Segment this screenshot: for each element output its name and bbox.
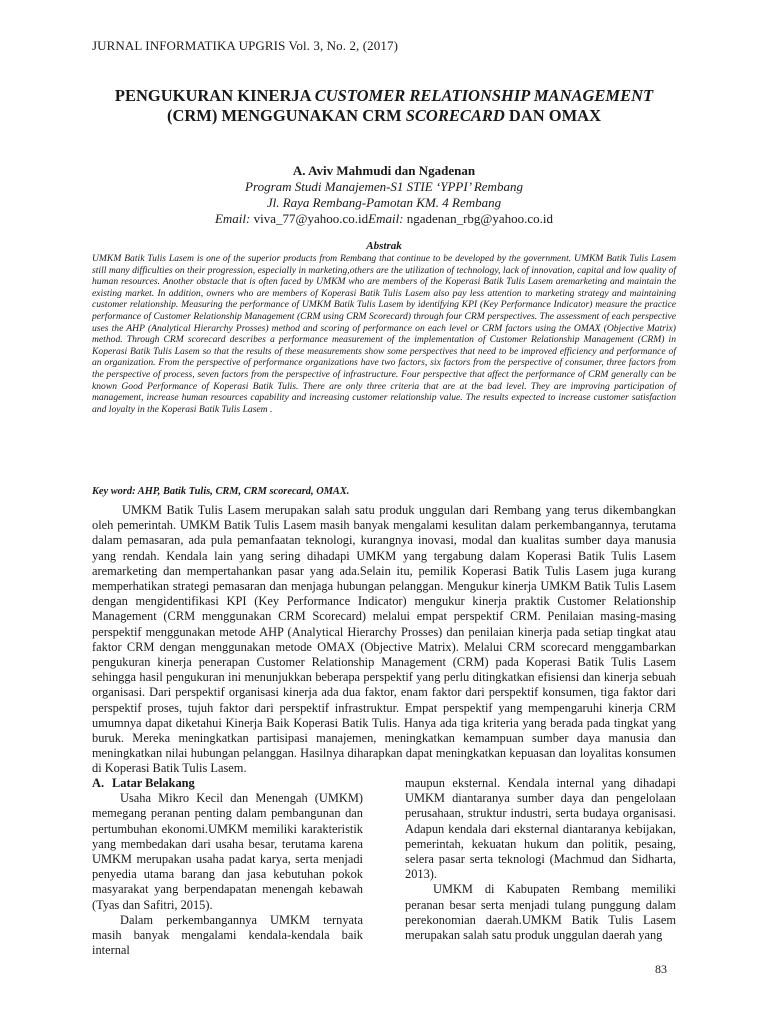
journal-header: JURNAL INFORMATIKA UPGRIS Vol. 3, No. 2, (2017) xyxy=(92,38,399,53)
section-heading xyxy=(92,776,363,791)
abstract-text: UMKM Batik Tulis Lasem is one of the superior products from Rembang that continue to be developed by the government. UMKM Batik Tulis Lasem still many difficulties on their progression, especially in marketing,others are the utilization of technology, lack of innovation, capital and low quality of human resources. Another obstacle that is often faced by UMKM who are members of the Koperasi Batik Tulis Lasem aremarketing and maintain the existing market. In addition, owners who are members of Koperasi Batik Tulis Lasem also pay less attention to marketing strategy and maintaining customer relationship. Measuring the performance of UMKM Batik Tulis Lasem by identifying KPI (Key Performance Indicator) measure the practice performance of Customer Relationship Management (CRM using CRM Scorecard) through four CRM perspectives. The assessment of each perspective uses the AHP (Analytical Hierarchy Prosses) method and scoring of performance on each level or CRM factors using the OMAX (Objective Matrix) method. Through CRM scorecard describes a performance measurement of the implementation of Customer Relationship Management (CRM) in Koperasi Batik Tulis Lasem so that the results of these measurements show some perspectives that need to be improved efficiency and performance of an organization. From the perspective of performance organizations have two factors, six factors from the perspective of consumer, three factors from the perspective of process, seven factors from the perspective of infrastructure. Four perspective that affect the performance of CRM generally can be known Good Performance of Koperasi Batik Tulis. There are only three criteria that are at the bad level. They are improving participation of management, increase human resources capability and increasing customer relationship value. The results expected to increase customer satisfaction and loyalty in the Koperasi Batik Tulis Lasem . xyxy=(92,253,676,415)
email-2: ngadenan_rbg@yahoo.co.id xyxy=(403,211,554,226)
left-paragraph-1: Usaha Mikro Kecil dan Menengah (UMKM) memegang peranan penting dalam pembangunan dan pertumbuhan ekonomi.UMKM memiliki karakteristik yang membedakan dari usaha besar, terutama karena UMKM merupakan usaha padat karya, serta menjadi penyedia utama barang dan jasa kebutuhan pokok masyarakat yang berpendapatan menengah kebawah (Tyas dan Safitri, 2015). xyxy=(92,791,363,912)
title-part-5: DAN OMAX xyxy=(504,106,602,125)
title-part-3: (CRM) MENGGUNAKAN CRM xyxy=(166,106,406,125)
title-part-4: SCORECARD xyxy=(405,106,505,125)
affiliation-program: Program Studi Manajemen-S1 STIE ‘YPPI’ Rembang xyxy=(245,179,523,194)
author-emails xyxy=(92,211,676,227)
right-paragraph-1: maupun eksternal. Kendala internal yang dihadapi UMKM diantaranya sumber daya dan pengelolaan perusahaan, struktur industri, serta budaya organisasi. Adapun kendala dari eksternal diantaranya kebijakan, pemerintah, kekuatan hukum dan politik, pesaing, selera pasar serta teknologi (Machmud dan Sidharta, 2013). xyxy=(405,776,676,882)
email-label-1: Email: xyxy=(214,211,251,226)
affiliation-address: Jl. Raya Rembang-Pamotan KM. 4 Rembang xyxy=(266,195,502,210)
right-paragraph-2: UMKM di Kabupaten Rembang memiliki peranan besar serta menjadi tulang punggung dalam perekonomian daerah.UMKM Batik Tulis Lasem merupakan salah satu produk unggulan daerah yang xyxy=(405,882,676,943)
section-title: Latar Belakang xyxy=(112,776,195,790)
email-label-2: Email: xyxy=(368,211,404,226)
author-names: A. Aviv Mahmudi dan Ngadenan xyxy=(292,163,476,178)
title-part-2: CUSTOMER RELATIONSHIP MANAGEMENT xyxy=(314,86,654,105)
section-number: A. xyxy=(92,776,105,790)
keywords: Key word: AHP, Batik Tulis, CRM, CRM scorecard, OMAX. xyxy=(92,486,350,497)
right-column xyxy=(405,776,676,943)
left-column xyxy=(92,776,363,958)
page-number: 83 xyxy=(655,962,667,976)
email-1: viva_77@yahoo.co.id xyxy=(250,211,369,226)
paper-title xyxy=(92,86,676,126)
title-part-1: PENGUKURAN KINERJA xyxy=(114,86,315,105)
abstract-heading: Abstrak xyxy=(366,240,402,252)
left-paragraph-2: Dalam perkembangannya UMKM ternyata masih banyak mengalami kendala-kendala baik internal xyxy=(92,912,363,958)
intro-paragraph: UMKM Batik Tulis Lasem merupakan salah satu produk unggulan dari Rembang yang terus dikembangkan oleh pemerintah. UMKM Batik Tulis Lasem masih banyak mengalami kesulitan dalam perkembangannya, terutama dalam pemasaran, ada pula pemanfaatan teknologi, kurangnya inovasi, modal dan kualitas sumber daya manusia yang rendah. Kendala lain yang sering dihadapi UMKM yang tergabung dalam Koperasi Batik Tulis Lasem aremarketing dan mempertahankan pasar yang ada.Selain itu, pemilik Koperasi Batik Tulis Lasem juga kurang memperhatikan strategi pemasaran dan menjaga hubungan pelanggan. Mengukur kinerja UMKM Batik Tulis Lasem dengan mengidentifikasi KPI (Key Performance Indicator) mengukur kinerja praktik Customer Relationship Management (CRM menggunakan CRM Scorecard) melalui empat perspektif CRM. Penilaian masing-masing perspektif menggunakan metode AHP (Analytical Hierarchy Prosses) dan penilaian kinerja pada setiap tingkat atau faktor CRM dengan menggunakan metode OMAX (Objective Matrix). Melalui CRM scorecard menggambarkan pengukuran kinerja penerapan Customer Relationship Management (CRM) pada Koperasi Batik Tulis Lasem sehingga hasil pengukuran ini menunjukkan beberapa perspektif yang perlu ditingkatkan efisiensi dan kinerja sebuah organisasi. Dari perspektif organisasi kinerja ada dua faktor, enam faktor dari perspektif konsumen, tiga faktor dari perspektif proses, tujuh faktor dari perspektif infrastruktur. Empat perspektif yang mempengaruhi kinerja CRM umumnya dapat diketahui Kinerja Baik Koperasi Batik Tulis. Hanya ada tiga kriteria yang berada pada tingkat yang buruk. Mereka meningkatkan partisipasi manajemen, meningkatkan kemampuan sumber daya manusia dan meningkatkan nilai hubungan pelanggan. Hasilnya diharapkan dapat meningkatkan kepuasan dan loyalitas konsumen di Koperasi Batik Tulis Lasem. xyxy=(92,503,676,776)
affiliation xyxy=(92,179,676,227)
